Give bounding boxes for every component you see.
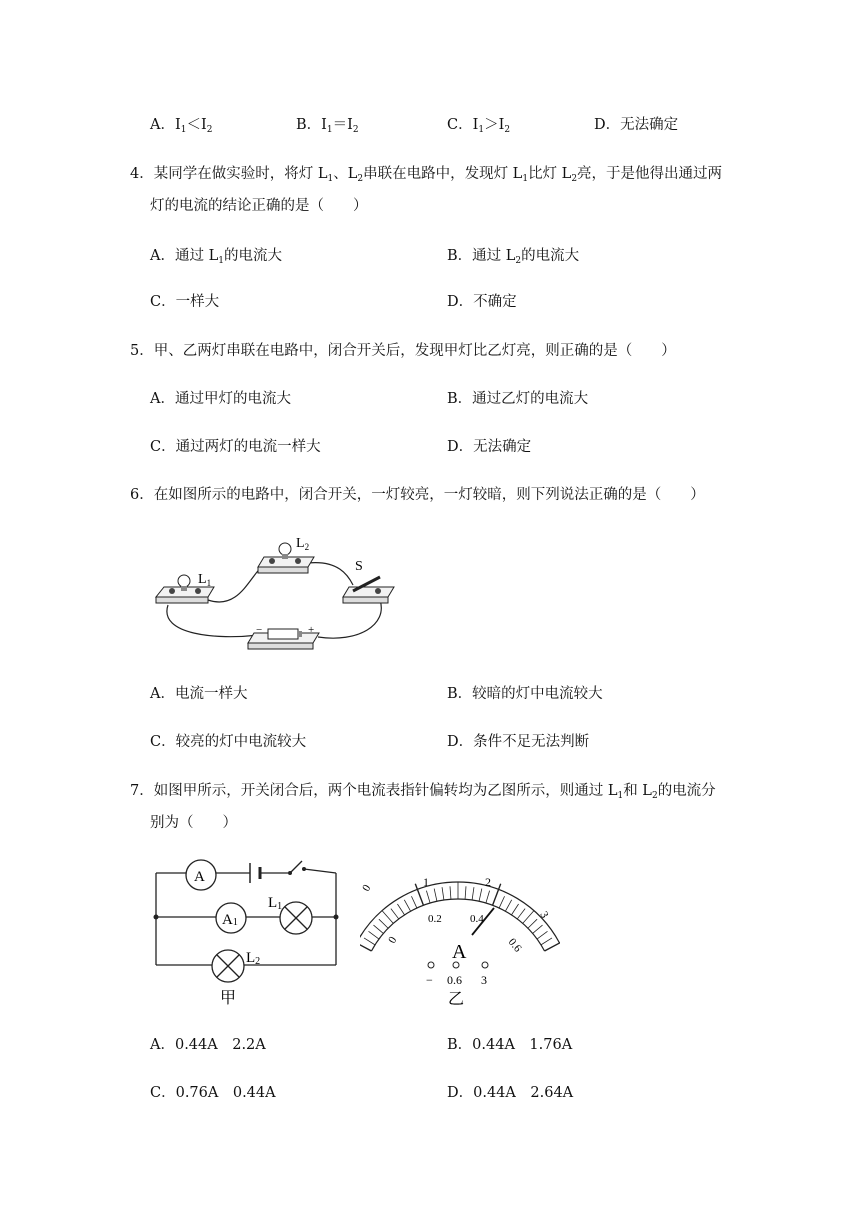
q7-option-d[interactable]: D．0.44A 2.64A: [447, 1085, 574, 1101]
q5-stem: 5．甲、乙两灯串联在电路中，闭合开关后，发现甲灯比乙灯亮，则正确的是（ ）: [130, 343, 676, 359]
q3-option-d[interactable]: D．无法确定: [594, 117, 679, 133]
switch-open: [288, 861, 306, 875]
lamp-l2-symbol: [212, 950, 244, 982]
terminal-3-label: 3: [481, 973, 487, 987]
q5-option-a[interactable]: A．通过甲灯的电流大: [150, 391, 291, 407]
q6-option-a[interactable]: A．电流一样大: [150, 686, 248, 702]
terminal-3-dot: [482, 962, 488, 968]
dial-tick: [545, 940, 560, 951]
ammeter-a1: [216, 903, 246, 933]
dial-bottom-tick-3: 0.6: [505, 936, 524, 955]
dial-tick: [472, 887, 474, 900]
terminal-minus-label: −: [426, 973, 433, 987]
figure-jia-caption: 甲: [220, 990, 237, 1007]
dial-tick: [404, 900, 410, 911]
q5-option-c[interactable]: C．通过两灯的电流一样大: [150, 439, 321, 455]
dial-tick: [442, 887, 444, 900]
dial-tick: [369, 931, 379, 939]
dial-tick: [391, 909, 399, 919]
q4-option-c[interactable]: C．一样大: [150, 294, 220, 310]
battery-plus: +: [308, 624, 315, 636]
dial-tick: [541, 938, 552, 945]
dial-tick: [411, 896, 416, 908]
terminal-minus-dot: [428, 962, 434, 968]
battery-cell: [250, 863, 260, 883]
q7-figure-yi-dial: [360, 862, 560, 1012]
dial-bottom-tick-1: 0.2: [428, 913, 442, 925]
q3-option-c[interactable]: C．$I_1>I_2$: [447, 117, 511, 135]
dial-tick: [533, 925, 543, 933]
dial-tick: [499, 896, 504, 908]
l1-label: L1: [268, 895, 283, 912]
dial-top-tick-2: 2: [485, 875, 491, 889]
dial-tick: [434, 889, 437, 902]
dial-tick: [505, 900, 511, 911]
dial-bottom-tick-2: 0.4: [470, 913, 484, 925]
q4-stem-line2: 灯的电流的结论正确的是（ ）: [150, 198, 368, 214]
q6-option-d[interactable]: D．条件不足无法判断: [447, 734, 590, 750]
q6-stem: 6．在如图所示的电路中，闭合开关，一灯较亮，一灯较暗，则下列说法正确的是（ ）: [130, 487, 705, 503]
q4-stem-line1: 4．某同学在做实验时，将灯 $L_1$、$L_2$串联在电路中，发现灯 $L_1$比灯 $L_2$亮，于是他得出通过两: [130, 166, 723, 184]
q7-stem-line1: 7．如图甲所示，开关闭合后，两个电流表指针偏转均为乙图所示，则通过 $L_1$和 $L_2$的电流分: [130, 783, 716, 801]
q5-option-b[interactable]: B．通过乙灯的电流大: [447, 391, 589, 407]
switch-label: S: [355, 559, 363, 574]
lamp-l2-label: $L_2$: [296, 536, 310, 552]
dial-tick: [517, 909, 525, 919]
q7-stem-line2: 别为（ ）: [150, 815, 237, 831]
svg-text:A: A: [194, 869, 205, 885]
q3-option-b[interactable]: B．$I_1=I_2$: [296, 117, 359, 135]
dial-tick: [523, 911, 534, 924]
q7-figure-jia: [150, 855, 345, 1010]
lamp-l1-symbol: [280, 902, 312, 934]
battery-minus: −: [256, 624, 263, 636]
dial-tick: [426, 891, 430, 903]
dial-unit: A: [452, 941, 467, 963]
q6-circuit-figure: [148, 525, 408, 660]
dial-tick: [465, 886, 466, 899]
figure-yi-caption: 乙: [448, 991, 465, 1008]
q4-option-a[interactable]: A．通过 $L_1$的电流大: [150, 248, 282, 266]
q7-option-c[interactable]: C．0.76A 0.44A: [150, 1085, 276, 1101]
q6-option-c[interactable]: C．较亮的灯中电流较大: [150, 734, 307, 750]
terminal-0.6-label: 0.6: [447, 973, 462, 987]
dial-tick: [528, 919, 537, 928]
dial-tick: [537, 931, 547, 939]
q3-option-a[interactable]: A．$I_1<I_2$: [150, 117, 213, 135]
q7-option-a[interactable]: A．0.44A 2.2A: [150, 1037, 266, 1053]
dial-tick: [382, 911, 393, 924]
q6-option-b[interactable]: B．较暗的灯中电流较大: [447, 686, 603, 702]
dial-tick: [373, 925, 383, 933]
dial-tick: [511, 904, 518, 915]
dial-tick: [486, 891, 490, 903]
l2-label: L2: [246, 950, 261, 967]
dial-tick: [379, 919, 388, 928]
dial-tick: [450, 886, 451, 899]
q4-option-b[interactable]: B．通过 $L_2$的电流大: [447, 248, 580, 266]
q5-option-d[interactable]: D．无法确定: [447, 439, 532, 455]
q7-option-b[interactable]: B．0.44A 1.76A: [447, 1037, 573, 1053]
ammeter-a: [186, 860, 216, 890]
q4-option-d[interactable]: D．不确定: [447, 294, 517, 310]
dial-tick: [364, 938, 375, 945]
dial-top-tick-3: 3: [537, 909, 551, 921]
dial-top-tick-0: 0: [360, 882, 374, 894]
lamp-l1-label: $L_1$: [198, 572, 212, 588]
dial-top-tick-1: 1: [423, 875, 429, 889]
dial-bottom-tick-0: 0: [386, 934, 400, 946]
svg-text:A1: A1: [222, 912, 238, 928]
dial-tick: [397, 904, 404, 915]
dial-tick: [479, 889, 482, 902]
